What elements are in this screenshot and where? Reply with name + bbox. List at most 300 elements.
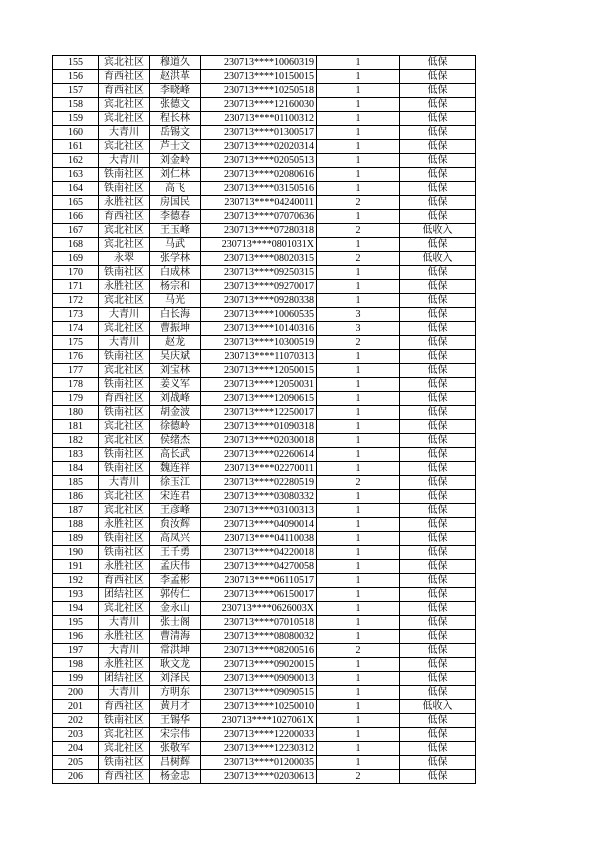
serial-number-cell: 156 (53, 70, 99, 84)
table-row (53, 112, 476, 126)
category-cell: 低保 (400, 756, 476, 770)
household-size-cell: 1 (317, 504, 400, 518)
category-cell: 低保 (400, 280, 476, 294)
household-size-cell: 1 (317, 364, 400, 378)
name-cell: 穆道久 (150, 56, 201, 70)
community-cell: 铁南社区 (99, 350, 150, 364)
table-row (53, 266, 476, 280)
id-number-cell: 230713****02280519 (201, 476, 317, 490)
category-cell: 低保 (400, 98, 476, 112)
household-size-cell: 1 (317, 182, 400, 196)
serial-number-cell: 164 (53, 182, 99, 196)
serial-number-cell: 192 (53, 574, 99, 588)
community-cell: 宾北社区 (99, 742, 150, 756)
community-cell: 铁南社区 (99, 462, 150, 476)
id-number-cell: 230713****03080332 (201, 490, 317, 504)
serial-number-cell: 183 (53, 448, 99, 462)
serial-number-cell: 158 (53, 98, 99, 112)
table-row (53, 322, 476, 336)
serial-number-cell: 168 (53, 238, 99, 252)
household-size-cell: 2 (317, 770, 400, 784)
serial-number-cell: 184 (53, 462, 99, 476)
category-cell: 低保 (400, 742, 476, 756)
community-cell: 大青川 (99, 616, 150, 630)
serial-number-cell: 181 (53, 420, 99, 434)
community-cell: 大青川 (99, 644, 150, 658)
id-number-cell: 230713****10060319 (201, 56, 317, 70)
community-cell: 铁南社区 (99, 168, 150, 182)
id-number-cell: 230713****10300519 (201, 336, 317, 350)
name-cell: 曹振坤 (150, 322, 201, 336)
community-cell: 铁南社区 (99, 532, 150, 546)
serial-number-cell: 203 (53, 728, 99, 742)
community-cell: 永胜社区 (99, 518, 150, 532)
name-cell: 吴庆斌 (150, 350, 201, 364)
category-cell: 低保 (400, 126, 476, 140)
id-number-cell: 230713****12200033 (201, 728, 317, 742)
id-number-cell: 230713****08080032 (201, 630, 317, 644)
community-cell: 铁南社区 (99, 546, 150, 560)
community-cell: 永翠 (99, 252, 150, 266)
household-size-cell: 1 (317, 700, 400, 714)
household-size-cell: 1 (317, 672, 400, 686)
household-size-cell: 1 (317, 392, 400, 406)
id-number-cell: 230713****04110038 (201, 532, 317, 546)
community-cell: 铁南社区 (99, 756, 150, 770)
id-number-cell: 230713****0801031X (201, 238, 317, 252)
serial-number-cell: 191 (53, 560, 99, 574)
id-number-cell: 230713****09020015 (201, 658, 317, 672)
category-cell: 低保 (400, 588, 476, 602)
name-cell: 高飞 (150, 182, 201, 196)
category-cell: 低保 (400, 294, 476, 308)
table-row (53, 686, 476, 700)
id-number-cell: 230713****12160030 (201, 98, 317, 112)
name-cell: 吕树辉 (150, 756, 201, 770)
id-number-cell: 230713****01090318 (201, 420, 317, 434)
serial-number-cell: 195 (53, 616, 99, 630)
household-size-cell: 1 (317, 728, 400, 742)
table-row (53, 672, 476, 686)
serial-number-cell: 173 (53, 308, 99, 322)
name-cell: 杨宗和 (150, 280, 201, 294)
serial-number-cell: 186 (53, 490, 99, 504)
name-cell: 张德文 (150, 98, 201, 112)
table-row (53, 448, 476, 462)
household-size-cell: 1 (317, 84, 400, 98)
category-cell: 低保 (400, 350, 476, 364)
id-number-cell: 230713****09280338 (201, 294, 317, 308)
id-number-cell: 230713****04220018 (201, 546, 317, 560)
table-row (53, 532, 476, 546)
community-cell: 永胜社区 (99, 280, 150, 294)
table-row (53, 420, 476, 434)
serial-number-cell: 171 (53, 280, 99, 294)
household-size-cell: 1 (317, 518, 400, 532)
serial-number-cell: 199 (53, 672, 99, 686)
serial-number-cell: 200 (53, 686, 99, 700)
community-cell: 铁南社区 (99, 448, 150, 462)
community-cell: 宾北社区 (99, 364, 150, 378)
table-row (53, 98, 476, 112)
table-row (53, 602, 476, 616)
community-cell: 宾北社区 (99, 420, 150, 434)
id-number-cell: 230713****11070313 (201, 350, 317, 364)
serial-number-cell: 188 (53, 518, 99, 532)
household-size-cell: 2 (317, 252, 400, 266)
category-cell: 低保 (400, 686, 476, 700)
id-number-cell: 230713****08020315 (201, 252, 317, 266)
category-cell: 低收入 (400, 700, 476, 714)
table-row (53, 70, 476, 84)
name-cell: 郭传仁 (150, 588, 201, 602)
category-cell: 低保 (400, 322, 476, 336)
serial-number-cell: 165 (53, 196, 99, 210)
category-cell: 低保 (400, 644, 476, 658)
serial-number-cell: 204 (53, 742, 99, 756)
category-cell: 低保 (400, 378, 476, 392)
id-number-cell: 230713****02260614 (201, 448, 317, 462)
community-cell: 宾北社区 (99, 294, 150, 308)
category-cell: 低保 (400, 728, 476, 742)
table-row (53, 434, 476, 448)
community-cell: 大青川 (99, 686, 150, 700)
name-cell: 王千勇 (150, 546, 201, 560)
id-number-cell: 230713****12050015 (201, 364, 317, 378)
category-cell: 低保 (400, 266, 476, 280)
name-cell: 房国民 (150, 196, 201, 210)
table-row (53, 210, 476, 224)
table-row (53, 560, 476, 574)
household-size-cell: 1 (317, 112, 400, 126)
household-size-cell: 1 (317, 658, 400, 672)
name-cell: 方明东 (150, 686, 201, 700)
community-cell: 育西社区 (99, 210, 150, 224)
roster-table (52, 55, 476, 784)
name-cell: 宋连君 (150, 490, 201, 504)
serial-number-cell: 196 (53, 630, 99, 644)
serial-number-cell: 190 (53, 546, 99, 560)
id-number-cell: 230713****06110517 (201, 574, 317, 588)
serial-number-cell: 205 (53, 756, 99, 770)
community-cell: 大青川 (99, 154, 150, 168)
name-cell: 王玉峰 (150, 224, 201, 238)
serial-number-cell: 202 (53, 714, 99, 728)
household-size-cell: 1 (317, 154, 400, 168)
id-number-cell: 230713****07070636 (201, 210, 317, 224)
household-size-cell: 1 (317, 378, 400, 392)
serial-number-cell: 187 (53, 504, 99, 518)
serial-number-cell: 193 (53, 588, 99, 602)
table-row (53, 140, 476, 154)
name-cell: 曹清海 (150, 630, 201, 644)
community-cell: 宾北社区 (99, 224, 150, 238)
table-row (53, 518, 476, 532)
name-cell: 程长林 (150, 112, 201, 126)
table-row (53, 770, 476, 784)
category-cell: 低保 (400, 154, 476, 168)
table-row (53, 392, 476, 406)
table-row (53, 756, 476, 770)
table-row (53, 154, 476, 168)
serial-number-cell: 161 (53, 140, 99, 154)
community-cell: 宾北社区 (99, 98, 150, 112)
category-cell: 低收入 (400, 224, 476, 238)
community-cell: 永胜社区 (99, 630, 150, 644)
name-cell: 魏连祥 (150, 462, 201, 476)
household-size-cell: 2 (317, 196, 400, 210)
household-size-cell: 1 (317, 630, 400, 644)
household-size-cell: 1 (317, 462, 400, 476)
table-row (53, 574, 476, 588)
table-row (53, 546, 476, 560)
household-size-cell: 1 (317, 168, 400, 182)
household-size-cell: 1 (317, 280, 400, 294)
name-cell: 赵龙 (150, 336, 201, 350)
community-cell: 宾北社区 (99, 602, 150, 616)
name-cell: 马武 (150, 238, 201, 252)
household-size-cell: 1 (317, 714, 400, 728)
id-number-cell: 230713****04240011 (201, 196, 317, 210)
id-number-cell: 230713****10250518 (201, 84, 317, 98)
serial-number-cell: 198 (53, 658, 99, 672)
category-cell: 低保 (400, 448, 476, 462)
name-cell: 宋宗伟 (150, 728, 201, 742)
id-number-cell: 230713****04270058 (201, 560, 317, 574)
community-cell: 宾北社区 (99, 728, 150, 742)
serial-number-cell: 176 (53, 350, 99, 364)
table-row (53, 504, 476, 518)
table-row (53, 56, 476, 70)
table-row (53, 364, 476, 378)
id-number-cell: 230713****09250315 (201, 266, 317, 280)
serial-number-cell: 169 (53, 252, 99, 266)
table-row (53, 280, 476, 294)
serial-number-cell: 163 (53, 168, 99, 182)
name-cell: 张学林 (150, 252, 201, 266)
id-number-cell: 230713****06150017 (201, 588, 317, 602)
serial-number-cell: 182 (53, 434, 99, 448)
id-number-cell: 230713****12050031 (201, 378, 317, 392)
household-size-cell: 1 (317, 98, 400, 112)
name-cell: 耿文龙 (150, 658, 201, 672)
table-row (53, 224, 476, 238)
category-cell: 低保 (400, 490, 476, 504)
table-row (53, 126, 476, 140)
name-cell: 白长海 (150, 308, 201, 322)
id-number-cell: 230713****07280318 (201, 224, 317, 238)
name-cell: 王彦峰 (150, 504, 201, 518)
table-row (53, 630, 476, 644)
id-number-cell: 230713****10250010 (201, 700, 317, 714)
household-size-cell: 2 (317, 224, 400, 238)
serial-number-cell: 201 (53, 700, 99, 714)
category-cell: 低保 (400, 476, 476, 490)
table-row (53, 84, 476, 98)
category-cell: 低保 (400, 532, 476, 546)
table-row (53, 196, 476, 210)
name-cell: 张敬军 (150, 742, 201, 756)
name-cell: 孟庆伟 (150, 560, 201, 574)
name-cell: 胡金波 (150, 406, 201, 420)
table-row (53, 294, 476, 308)
community-cell: 永胜社区 (99, 658, 150, 672)
serial-number-cell: 189 (53, 532, 99, 546)
category-cell: 低保 (400, 308, 476, 322)
community-cell: 铁南社区 (99, 406, 150, 420)
community-cell: 大青川 (99, 476, 150, 490)
table-row (53, 350, 476, 364)
id-number-cell: 230713****03150516 (201, 182, 317, 196)
household-size-cell: 3 (317, 308, 400, 322)
household-size-cell: 1 (317, 742, 400, 756)
name-cell: 金永山 (150, 602, 201, 616)
category-cell: 低保 (400, 504, 476, 518)
id-number-cell: 230713****09270017 (201, 280, 317, 294)
id-number-cell: 230713****02030613 (201, 770, 317, 784)
serial-number-cell: 174 (53, 322, 99, 336)
table-row (53, 252, 476, 266)
community-cell: 育西社区 (99, 84, 150, 98)
household-size-cell: 1 (317, 350, 400, 364)
name-cell: 刘泽民 (150, 672, 201, 686)
category-cell: 低保 (400, 672, 476, 686)
household-size-cell: 1 (317, 126, 400, 140)
name-cell: 黄月才 (150, 700, 201, 714)
name-cell: 李德春 (150, 210, 201, 224)
household-size-cell: 1 (317, 574, 400, 588)
community-cell: 育西社区 (99, 700, 150, 714)
serial-number-cell: 167 (53, 224, 99, 238)
category-cell: 低收入 (400, 252, 476, 266)
table-row (53, 378, 476, 392)
household-size-cell: 1 (317, 560, 400, 574)
category-cell: 低保 (400, 630, 476, 644)
name-cell: 徐玉江 (150, 476, 201, 490)
category-cell: 低保 (400, 84, 476, 98)
name-cell: 刘金岭 (150, 154, 201, 168)
name-cell: 高凤兴 (150, 532, 201, 546)
community-cell: 宾北社区 (99, 112, 150, 126)
community-cell: 大青川 (99, 308, 150, 322)
household-size-cell: 1 (317, 266, 400, 280)
serial-number-cell: 157 (53, 84, 99, 98)
household-size-cell: 1 (317, 238, 400, 252)
id-number-cell: 230713****02270011 (201, 462, 317, 476)
household-size-cell: 1 (317, 490, 400, 504)
serial-number-cell: 172 (53, 294, 99, 308)
household-size-cell: 1 (317, 434, 400, 448)
community-cell: 铁南社区 (99, 266, 150, 280)
community-cell: 永胜社区 (99, 196, 150, 210)
community-cell: 铁南社区 (99, 378, 150, 392)
table-row (53, 182, 476, 196)
serial-number-cell: 170 (53, 266, 99, 280)
category-cell: 低保 (400, 168, 476, 182)
serial-number-cell: 180 (53, 406, 99, 420)
table-row (53, 168, 476, 182)
community-cell: 育西社区 (99, 574, 150, 588)
household-size-cell: 2 (317, 336, 400, 350)
community-cell: 宾北社区 (99, 434, 150, 448)
community-cell: 团结社区 (99, 672, 150, 686)
community-cell: 铁南社区 (99, 714, 150, 728)
category-cell: 低保 (400, 182, 476, 196)
id-number-cell: 230713****02030018 (201, 434, 317, 448)
roster-body (53, 56, 476, 784)
name-cell: 贠汝辉 (150, 518, 201, 532)
category-cell: 低保 (400, 112, 476, 126)
serial-number-cell: 177 (53, 364, 99, 378)
name-cell: 侯绪杰 (150, 434, 201, 448)
name-cell: 李孟彬 (150, 574, 201, 588)
community-cell: 宾北社区 (99, 504, 150, 518)
category-cell: 低保 (400, 546, 476, 560)
category-cell: 低保 (400, 462, 476, 476)
community-cell: 育西社区 (99, 392, 150, 406)
community-cell: 宾北社区 (99, 322, 150, 336)
name-cell: 岳锡文 (150, 126, 201, 140)
serial-number-cell: 175 (53, 336, 99, 350)
household-size-cell: 1 (317, 756, 400, 770)
household-size-cell: 3 (317, 322, 400, 336)
category-cell: 低保 (400, 770, 476, 784)
serial-number-cell: 162 (53, 154, 99, 168)
household-size-cell: 1 (317, 448, 400, 462)
name-cell: 马光 (150, 294, 201, 308)
id-number-cell: 230713****07010518 (201, 616, 317, 630)
category-cell: 低保 (400, 336, 476, 350)
community-cell: 团结社区 (99, 588, 150, 602)
name-cell: 刘仁林 (150, 168, 201, 182)
table-row (53, 588, 476, 602)
category-cell: 低保 (400, 714, 476, 728)
household-size-cell: 1 (317, 588, 400, 602)
household-size-cell: 1 (317, 406, 400, 420)
household-size-cell: 1 (317, 210, 400, 224)
name-cell: 李晓峰 (150, 84, 201, 98)
serial-number-cell: 160 (53, 126, 99, 140)
name-cell: 常洪坤 (150, 644, 201, 658)
category-cell: 低保 (400, 602, 476, 616)
category-cell: 低保 (400, 364, 476, 378)
category-cell: 低保 (400, 406, 476, 420)
id-number-cell: 230713****12090615 (201, 392, 317, 406)
community-cell: 宾北社区 (99, 140, 150, 154)
id-number-cell: 230713****02080616 (201, 168, 317, 182)
category-cell: 低保 (400, 434, 476, 448)
table-row (53, 462, 476, 476)
community-cell: 宾北社区 (99, 238, 150, 252)
serial-number-cell: 185 (53, 476, 99, 490)
table-row (53, 700, 476, 714)
category-cell: 低保 (400, 70, 476, 84)
category-cell: 低保 (400, 140, 476, 154)
name-cell: 徐德岭 (150, 420, 201, 434)
category-cell: 低保 (400, 196, 476, 210)
name-cell: 芦士文 (150, 140, 201, 154)
table-row (53, 728, 476, 742)
table-row (53, 308, 476, 322)
table-row (53, 616, 476, 630)
serial-number-cell: 159 (53, 112, 99, 126)
category-cell: 低保 (400, 574, 476, 588)
household-size-cell: 1 (317, 532, 400, 546)
table-row (53, 406, 476, 420)
table-row (53, 490, 476, 504)
serial-number-cell: 179 (53, 392, 99, 406)
household-size-cell: 1 (317, 140, 400, 154)
